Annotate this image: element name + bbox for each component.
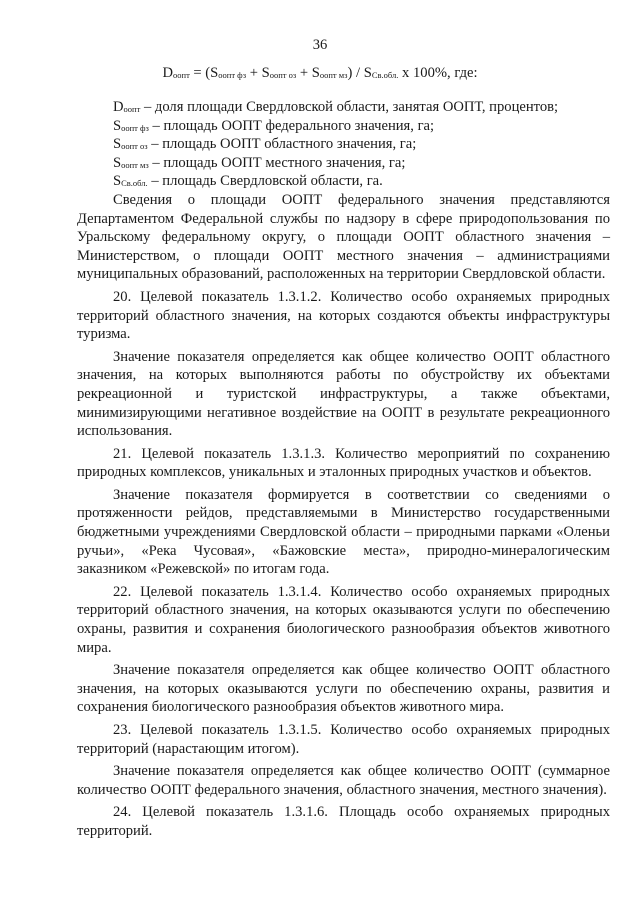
definition-line bbox=[77, 154, 610, 173]
body-text bbox=[77, 98, 610, 841]
definition-line bbox=[77, 117, 610, 136]
definition-line bbox=[77, 135, 610, 154]
definition-line bbox=[77, 172, 610, 191]
definition-text: – площадь ООПТ местного значения, га; bbox=[148, 154, 406, 171]
definition-subscript: Св.обл. bbox=[121, 178, 148, 189]
definition-text: – площадь Свердловской области, га. bbox=[147, 173, 383, 190]
formula-subscript: оопт мз bbox=[319, 70, 348, 80]
paragraph: Значение показателя определяется как общее количество ООПТ (суммарное количество ООПТ федерального значения, областного значения, местного значения). bbox=[77, 763, 610, 798]
paragraph-indicator-21: 21. Целевой показатель 1.3.1.3. Количество мероприятий по сохранению природных комплексов, уникальных и эталонных природных участков и объектов. bbox=[77, 445, 610, 481]
formula-part: ) / S bbox=[347, 65, 372, 81]
paragraph-indicator-24: 24. Целевой показатель 1.3.1.6. Площадь особо охраняемых природных территорий. bbox=[77, 804, 610, 839]
formula-symbol: D bbox=[162, 65, 174, 81]
definition-line bbox=[77, 98, 610, 117]
definition-symbol: S bbox=[113, 154, 122, 171]
formula-subscript: оопт оз bbox=[269, 70, 297, 80]
paragraph: Значение показателя определяется как общее количество ООПТ областного значения, на которых выполняются работы по обустройству их объектами рекреационной и туристской инфраструктуры, а также объектами, минимизирующими негативное воздействие на ООПТ в результате рекреационного использования. bbox=[77, 348, 610, 440]
definition-symbol: S bbox=[113, 173, 122, 190]
definition-text: – площадь ООПТ федерального значения, га; bbox=[148, 117, 435, 134]
definition-symbol: D bbox=[113, 99, 124, 115]
paragraph-indicator-23: 23. Целевой показатель 1.3.1.5. Количество особо охраняемых природных территорий (нарастающим итогом). bbox=[77, 722, 610, 757]
paragraph: Сведения о площади ООПТ федерального значения представляются Департаментом Федеральной службы по надзору в сфере природопользования по Уральскому федеральному округу, о площади ООПТ областного значения – Министерством, о площади ООПТ местного значения – администрациями муниципальных образований, расположенных на территории Свердловской области. bbox=[77, 191, 610, 283]
formula-part: x 100%, где: bbox=[398, 65, 478, 81]
formula bbox=[0, 64, 640, 83]
paragraph: Значение показателя формируется в соответствии со сведениями о протяженности рейдов, представляемыми в Министерство государственными бюджетными учреждениями Свердловской области – природными парками «Оленьи ручьи», «Река Чусовая», «Бажовские места», природно-минералогическим заказником «Режевской» по итогам года. bbox=[77, 486, 610, 578]
definition-subscript: оопт мз bbox=[121, 159, 149, 170]
paragraph-indicator-22: 22. Целевой показатель 1.3.1.4. Количество особо охраняемых природных территорий областного значения, на которых оказываются услуги по обеспечению охраны, развития и сохранения биологического разнообразия объектов животного мира. bbox=[77, 583, 610, 656]
formula-subscript: Св.обл. bbox=[371, 70, 399, 80]
paragraph-indicator-20: 20. Целевой показатель 1.3.1.2. Количество особо охраняемых природных территорий областного значения, на которых создаются объекты инфраструктуры туризма. bbox=[77, 288, 610, 343]
formula-subscript: оопт bbox=[173, 70, 190, 80]
definition-text: – доля площади Свердловской области, занятая ООПТ, процентов; bbox=[140, 99, 559, 115]
definition-subscript: оопт bbox=[123, 104, 141, 114]
definition-symbol: S bbox=[113, 117, 122, 134]
definition-symbol: S bbox=[113, 136, 122, 153]
definition-subscript: оопт фз bbox=[121, 122, 149, 133]
definition-subscript: оопт оз bbox=[121, 141, 148, 152]
paragraph: Значение показателя определяется как общее количество ООПТ областного значения, на которых оказываются услуги по обеспечению охраны, развития и сохранения биологического разнообразия объектов животного мира. bbox=[77, 662, 610, 716]
formula-part: + S bbox=[296, 65, 320, 81]
formula-subscript: оопт фз bbox=[218, 70, 247, 80]
formula-part: + S bbox=[246, 65, 270, 81]
page-number: 36 bbox=[312, 37, 328, 53]
definition-text: – площадь ООПТ областного значения, га; bbox=[147, 136, 417, 153]
formula-part: = (S bbox=[189, 65, 219, 81]
